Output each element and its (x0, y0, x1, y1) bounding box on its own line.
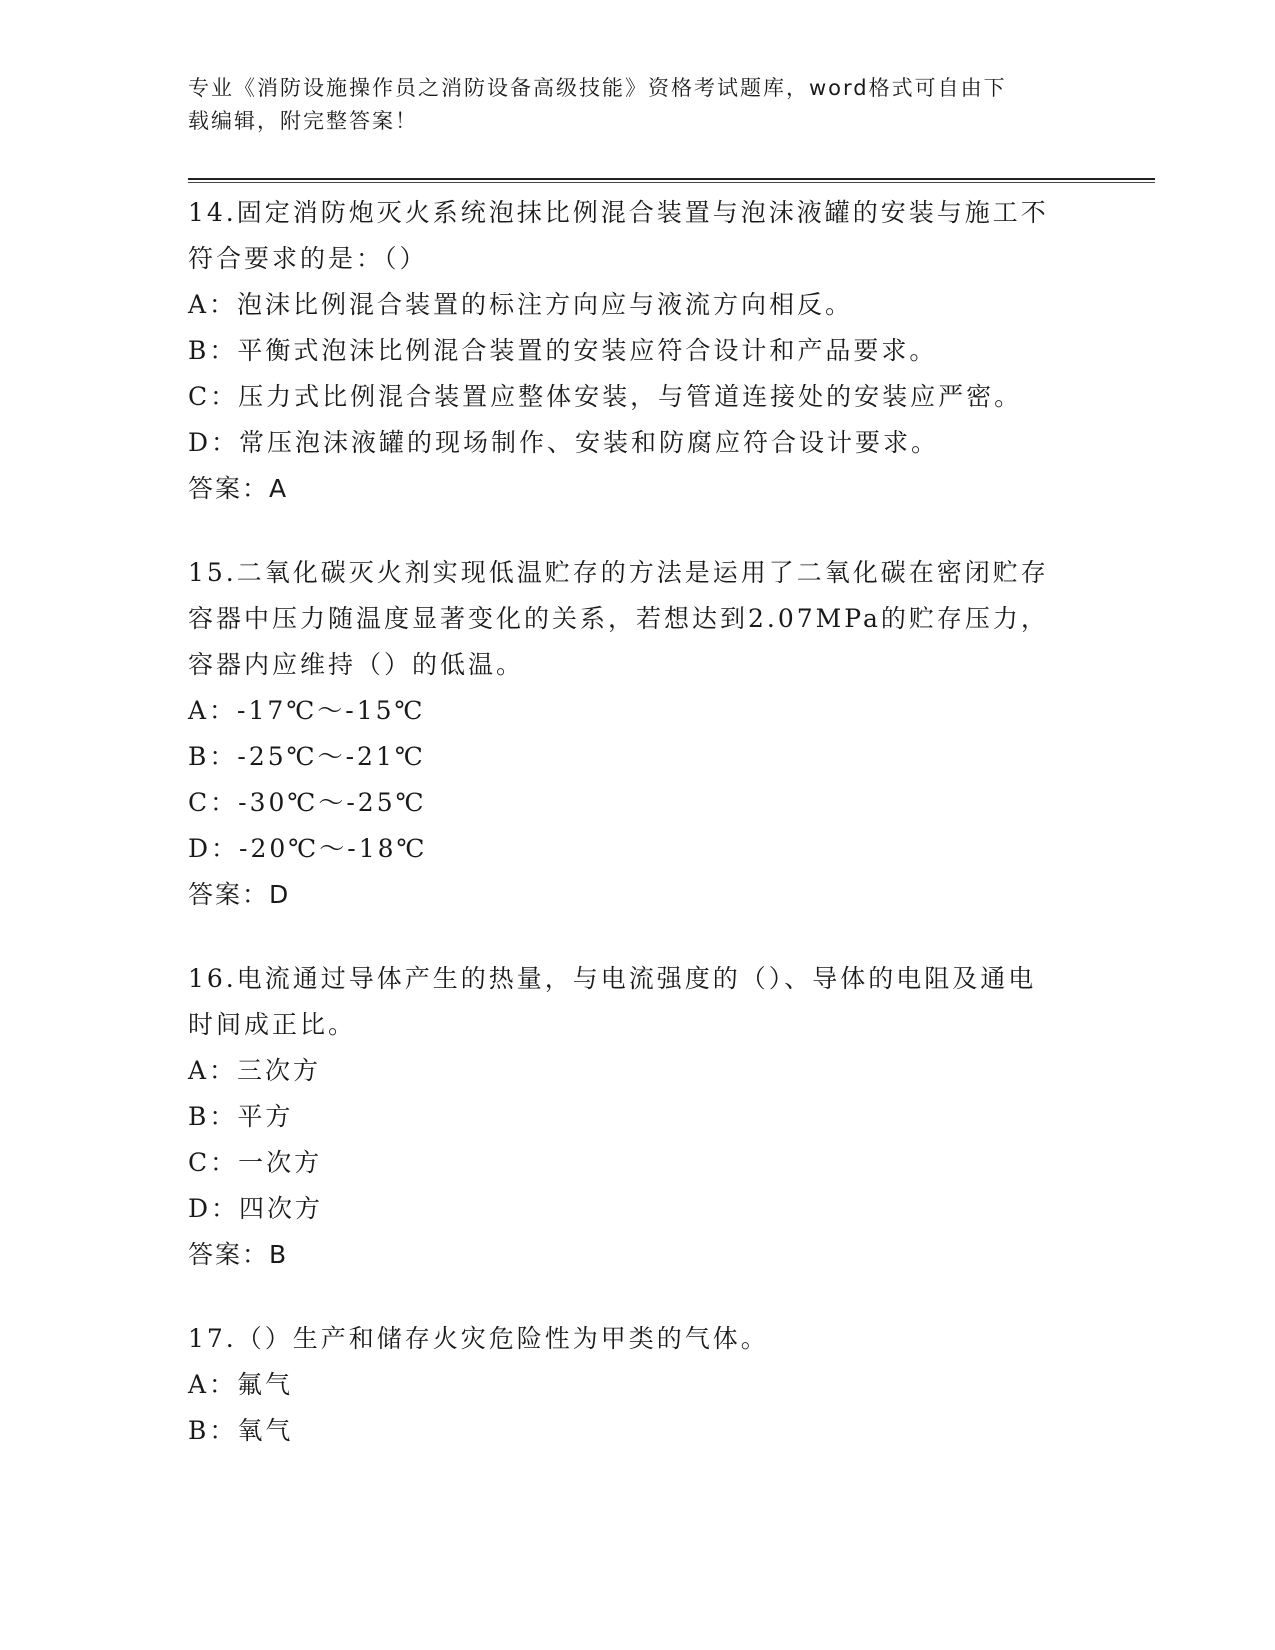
option-a: A：-17℃～-15℃ (188, 696, 426, 725)
header-line-1: 专业《消防设施操作员之消防设备高级技能》资格考试题库，word格式可自由下 (188, 76, 1007, 100)
header-line-2: 载编辑，附完整答案！ (188, 109, 418, 133)
option-b: B：平衡式泡沫比例混合装置的安装应符合设计和产品要求。 (188, 336, 938, 365)
header-divider-thin (188, 182, 1155, 183)
option-b: B：-25℃～-21℃ (188, 742, 426, 771)
question-text-line: 容器内应维持（）的低温。 (188, 650, 525, 679)
option-c: C：一次方 (188, 1148, 323, 1177)
question-text-line: 时间成正比。 (188, 1010, 357, 1039)
option-c: C：-30℃～-25℃ (188, 788, 427, 817)
question-text-line: 16.电流通过导体产生的热量，与电流强度的（）、导体的电阻及通电 (188, 964, 1037, 993)
question-15 (188, 550, 1088, 918)
option-a: A：三次方 (188, 1056, 322, 1085)
option-c: C：压力式比例混合装置应整体安装，与管道连接处的安装应严密。 (188, 382, 1023, 411)
option-d: D：四次方 (188, 1194, 324, 1223)
answer-line: 答案：B (188, 1240, 289, 1269)
question-text-line: 符合要求的是：（） (188, 244, 428, 273)
option-d: D：常压泡沫液罐的现场制作、安装和防腐应符合设计要求。 (188, 428, 940, 457)
header-divider-thick (188, 178, 1155, 180)
document-header (188, 72, 1088, 138)
option-a: A：氟气 (188, 1370, 294, 1399)
option-a: A：泡沫比例混合装置的标注方向应与液流方向相反。 (188, 290, 854, 319)
question-14 (188, 190, 1088, 512)
answer-line: 答案：A (188, 474, 289, 503)
answer-line: 答案：D (188, 880, 291, 909)
question-16 (188, 956, 1088, 1278)
option-b: B：平方 (188, 1102, 294, 1131)
question-list (188, 190, 1088, 1492)
question-text-line: 容器中压力随温度显著变化的关系，若想达到2.07MPa的贮存压力， (188, 604, 1049, 633)
question-17 (188, 1316, 1088, 1454)
option-d: D：-20℃～-18℃ (188, 834, 428, 863)
question-text-line: 15.二氧化碳灭火剂实现低温贮存的方法是运用了二氧化碳在密闭贮存 (188, 558, 1049, 587)
question-text-line: 14.固定消防炮灭火系统泡抹比例混合装置与泡沫液罐的安装与施工不 (188, 198, 1049, 227)
option-b: B：氧气 (188, 1416, 294, 1445)
question-text-line: 17.（）生产和储存火灾危险性为甲类的气体。 (188, 1324, 769, 1353)
